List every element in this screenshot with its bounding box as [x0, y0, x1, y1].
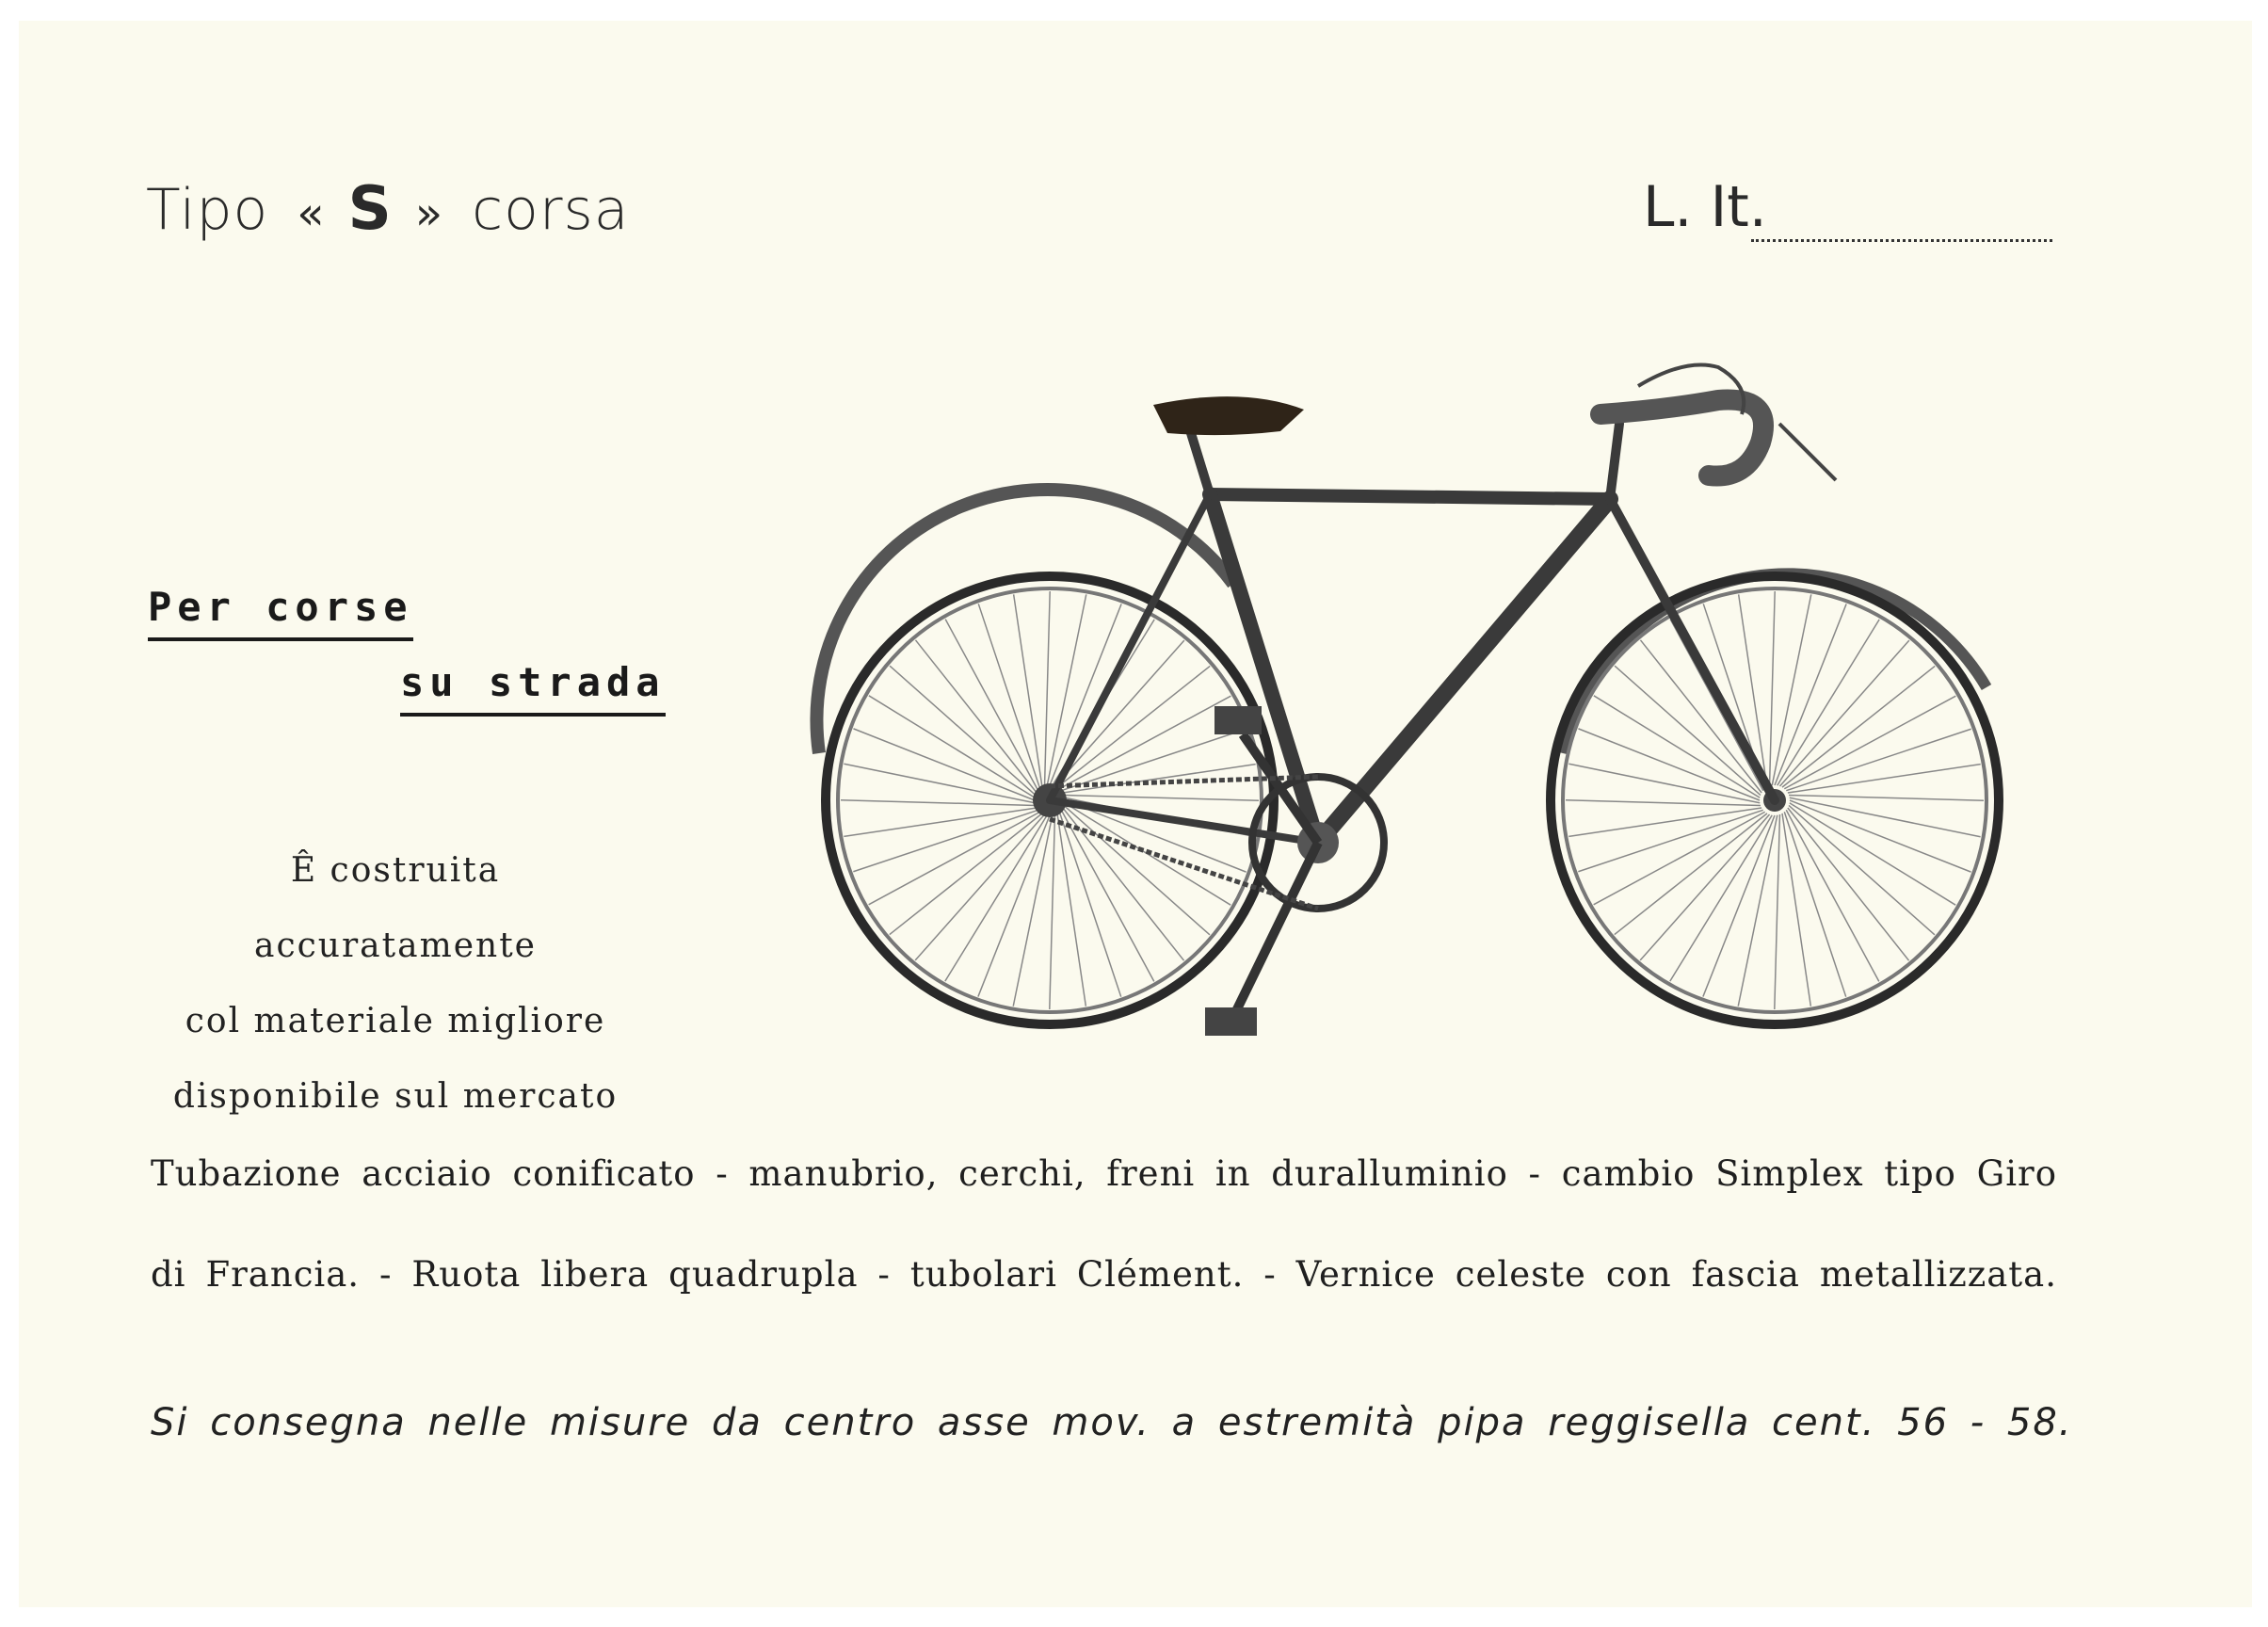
wheel-spoke — [1063, 765, 1256, 793]
wheel-spoke — [1775, 604, 1846, 785]
blurb-line: accuratamente — [254, 926, 537, 965]
wheel-spoke — [1789, 796, 1984, 801]
wheel-spoke — [1594, 696, 1760, 797]
wheel-spoke — [915, 814, 1044, 960]
blurb-line: Ê costruita — [290, 851, 501, 890]
bicycle-icon — [791, 358, 2034, 1073]
wheel-spoke — [978, 815, 1050, 997]
wheel-spoke — [1670, 815, 1772, 981]
model-title — [146, 174, 630, 244]
wheel-spoke — [1703, 815, 1775, 997]
wheel-spoke — [1064, 796, 1259, 801]
wheel-spoke — [1566, 800, 1761, 806]
title-open-quote: « — [297, 187, 326, 240]
wheel-spoke — [1568, 808, 1761, 836]
wheel-spoke — [841, 800, 1036, 806]
saddle — [1153, 396, 1304, 435]
wheel-spoke — [1578, 729, 1760, 800]
wheel-spoke — [1640, 814, 1769, 960]
wheel-spoke — [1788, 808, 1909, 960]
wheel-spoke — [1050, 604, 1121, 785]
sizing-footnote: Si consegna nelle misure da centro asse mov. a estremità pipa reggisella cent. 56 - 58. — [151, 1401, 2073, 1444]
price-blank-line — [1751, 239, 2052, 242]
wheel-spoke — [1063, 808, 1184, 960]
wheel-spoke — [1779, 640, 1908, 786]
wheel-spoke — [1790, 800, 1971, 872]
wheel-spoke — [1775, 814, 1780, 1009]
wheel-spoke — [1050, 814, 1055, 1009]
wheel-spoke — [1057, 666, 1210, 787]
wheel-spoke — [1770, 591, 1776, 786]
title-close-quote: » — [414, 187, 444, 240]
wheel-spoke — [890, 814, 1042, 935]
blurb-line: disponibile sul mercato — [172, 1077, 619, 1116]
wheel-spoke — [1057, 814, 1086, 1007]
price-label: L. It. — [1643, 174, 1767, 240]
wheel-spoke — [1014, 594, 1042, 787]
wheel-spoke — [1615, 814, 1767, 935]
blurb-line: col materiale migliore — [185, 1002, 606, 1040]
heading-su-strada: su strada — [400, 659, 666, 717]
bike-frame — [1050, 424, 1775, 843]
wheel-spoke — [890, 666, 1036, 795]
wheel-spoke — [1065, 800, 1247, 872]
wheel-spoke — [1782, 666, 1935, 787]
wheel-spoke — [1777, 620, 1879, 785]
spec-line: di Francia. - Ruota libera quadrupla - tubolari Clément. - Vernice celeste con fascia metallizzata. — [151, 1254, 2057, 1295]
wheel-spoke — [1790, 803, 1955, 905]
wheel-spoke — [1045, 591, 1051, 786]
wheel-spoke — [945, 815, 1047, 981]
wheel-spoke — [1789, 805, 1935, 934]
wheel-spoke — [869, 696, 1035, 797]
wheel-spoke — [853, 729, 1035, 800]
description-blurb — [169, 833, 621, 1135]
spec-line: Tubazione acciaio conificato - manubrio, cerchi, freni in duralluminio - cambio Simplex tipo Giro — [151, 1153, 2057, 1194]
title-category: corsa — [472, 177, 630, 243]
handlebar — [1600, 400, 1763, 476]
wheel-spoke — [915, 640, 1037, 793]
title-tipo: Tipo — [146, 177, 269, 243]
wheel-spoke — [1782, 814, 1810, 1007]
heading-per-corse: Per corse — [148, 584, 413, 641]
wheel-spoke — [1788, 765, 1981, 793]
wheel-spoke — [844, 808, 1037, 836]
title-model: S — [347, 174, 393, 244]
